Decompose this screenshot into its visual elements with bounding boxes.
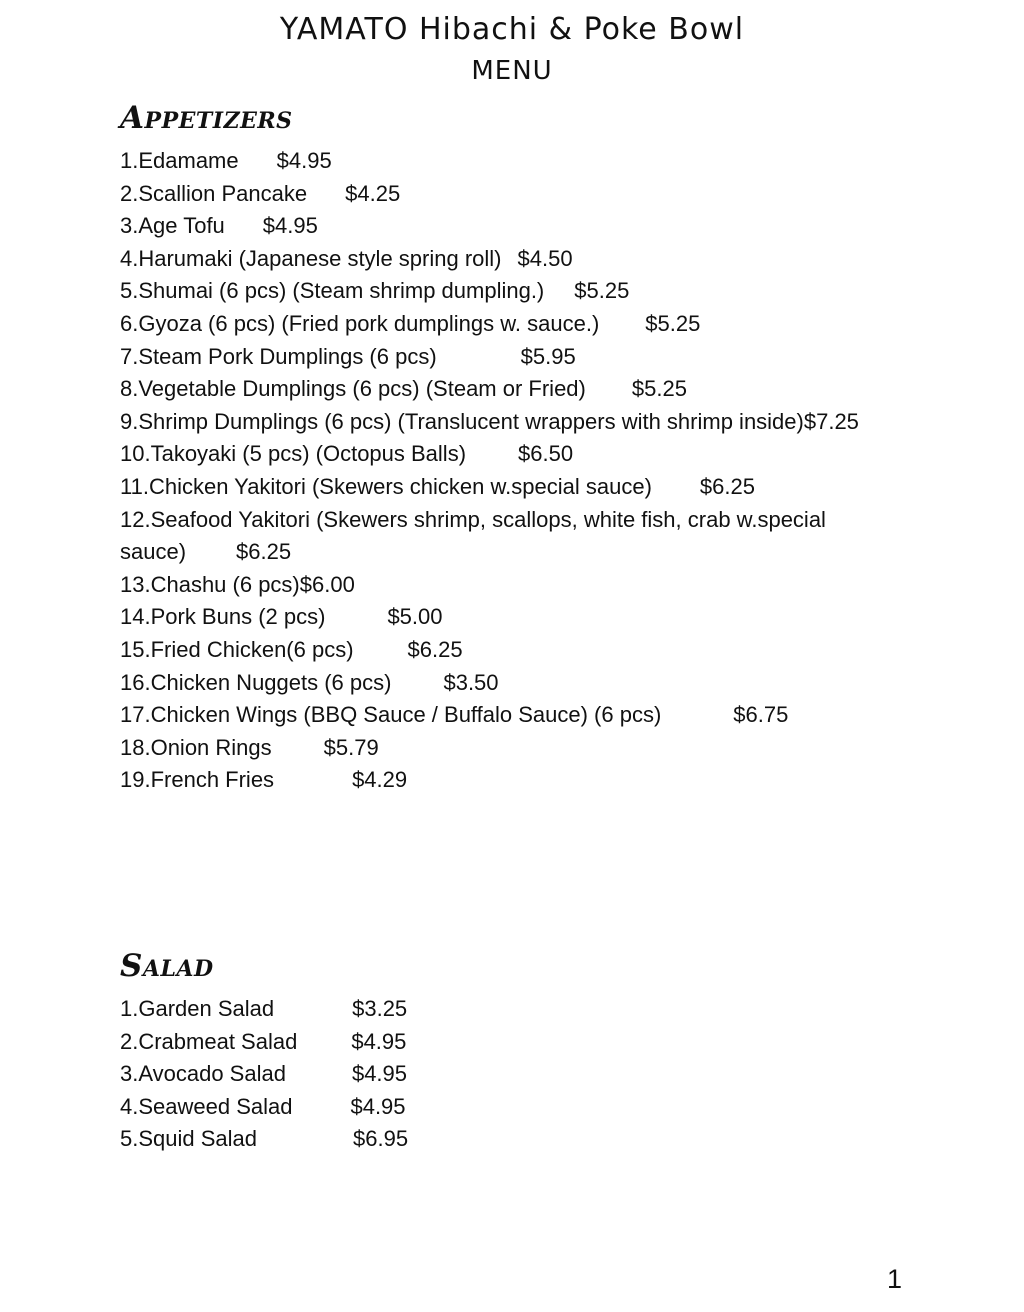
menu-subtitle: MENU xyxy=(471,56,553,86)
salad-heading: Salad xyxy=(120,948,214,984)
menu-item xyxy=(120,1123,890,1156)
item-price: $5.00 xyxy=(387,604,443,630)
menu-item xyxy=(120,764,890,797)
menu-item xyxy=(120,275,890,308)
item-price: $6.25 xyxy=(236,539,292,565)
item-price: $5.25 xyxy=(631,376,687,402)
item-price: $7.25 xyxy=(803,408,859,434)
menu-item xyxy=(120,569,890,602)
menu-item xyxy=(120,1026,890,1059)
menu-item xyxy=(120,341,890,374)
item-name: 2.Scallion Pancake xyxy=(120,180,308,206)
menu-item xyxy=(120,438,890,471)
item-price: $6.95 xyxy=(353,1126,409,1152)
item-name: 16.Chicken Nuggets (6 pcs) xyxy=(120,669,392,695)
appetizers-list xyxy=(120,145,890,797)
menu-item xyxy=(120,210,890,243)
menu-item xyxy=(120,634,890,667)
item-price: $4.95 xyxy=(351,1028,407,1054)
item-name: 7.Steam Pork Dumplings (6 pcs) xyxy=(120,343,437,369)
item-name: 17.Chicken Wings (BBQ Sauce / Buffalo Sauce) (6 pcs) xyxy=(120,702,662,728)
item-price: $5.25 xyxy=(645,310,701,336)
item-price: $4.95 xyxy=(262,213,318,239)
item-name: 13.Chashu (6 pcs) xyxy=(120,571,300,597)
item-name: 14.Pork Buns (2 pcs) xyxy=(120,604,326,630)
menu-item xyxy=(120,373,890,406)
item-price: $6.25 xyxy=(699,473,755,499)
restaurant-title: YAMATO Hibachi & Poke Bowl xyxy=(279,12,745,47)
item-price: $6.50 xyxy=(518,441,574,467)
menu-item xyxy=(120,699,890,732)
menu-item xyxy=(120,243,890,276)
item-name: 4.Seaweed Salad xyxy=(120,1093,293,1119)
item-price: $6.75 xyxy=(733,702,789,728)
item-name: 18.Onion Rings xyxy=(120,734,272,760)
item-price: $6.00 xyxy=(299,571,355,597)
menu-item xyxy=(120,406,890,439)
item-name: 1.Garden Salad xyxy=(120,996,275,1021)
item-name: 8.Vegetable Dumplings (6 pcs) (Steam or Fried) xyxy=(120,376,586,402)
item-price: $6.25 xyxy=(407,636,463,662)
item-name: 12.Seafood Yakitori (Skewers shrimp, scallops, white fish, crab w.special sauce) xyxy=(120,506,826,565)
menu-item xyxy=(120,993,890,1026)
item-name: 9.Shrimp Dumplings (6 pcs) (Translucent wrappers with shrimp inside) xyxy=(120,408,804,434)
menu-item xyxy=(120,601,890,634)
item-price: $4.95 xyxy=(276,148,332,173)
appetizers-heading: Appetizers xyxy=(120,100,293,136)
item-price: $3.50 xyxy=(443,669,499,695)
menu-item xyxy=(120,1058,890,1091)
item-price: $4.29 xyxy=(352,767,408,793)
item-name: 15.Fried Chicken(6 pcs) xyxy=(120,636,354,662)
item-name: 5.Shumai (6 pcs) (Steam shrimp dumpling.) xyxy=(120,278,545,304)
item-name: 3.Avocado Salad xyxy=(120,1061,286,1087)
item-name: 3.Age Tofu xyxy=(120,213,225,239)
menu-item xyxy=(120,178,890,211)
menu-item xyxy=(120,1091,890,1124)
item-name: 10.Takoyaki (5 pcs) (Octopus Balls) xyxy=(120,441,467,467)
menu-item xyxy=(120,504,890,569)
item-name: 1.Edamame xyxy=(120,148,239,173)
item-price: $4.95 xyxy=(351,1061,408,1087)
item-name: 4.Harumaki (Japanese style spring roll) xyxy=(120,245,502,271)
item-name: 5.Squid Salad xyxy=(120,1126,257,1152)
item-name: 2.Crabmeat Salad xyxy=(120,1028,298,1054)
menu-item xyxy=(120,145,890,178)
menu-item xyxy=(120,308,890,341)
item-price: $5.95 xyxy=(520,343,576,369)
item-price: $4.50 xyxy=(517,245,573,271)
salad-list xyxy=(120,993,890,1156)
menu-item xyxy=(120,667,890,700)
item-price: $4.25 xyxy=(345,180,401,206)
item-price: $5.25 xyxy=(574,278,630,304)
item-name: 11.Chicken Yakitori (Skewers chicken w.special sauce) xyxy=(120,473,652,499)
item-price: $5.79 xyxy=(323,734,379,760)
item-price: $3.25 xyxy=(352,996,408,1021)
menu-item xyxy=(120,732,890,765)
item-price: $4.95 xyxy=(350,1093,406,1119)
item-name: 6.Gyoza (6 pcs) (Fried pork dumplings w. sauce.) xyxy=(120,310,600,336)
page-number: 1 xyxy=(886,1264,902,1294)
menu-item xyxy=(120,471,890,504)
item-name: 19.French Fries xyxy=(120,767,275,793)
